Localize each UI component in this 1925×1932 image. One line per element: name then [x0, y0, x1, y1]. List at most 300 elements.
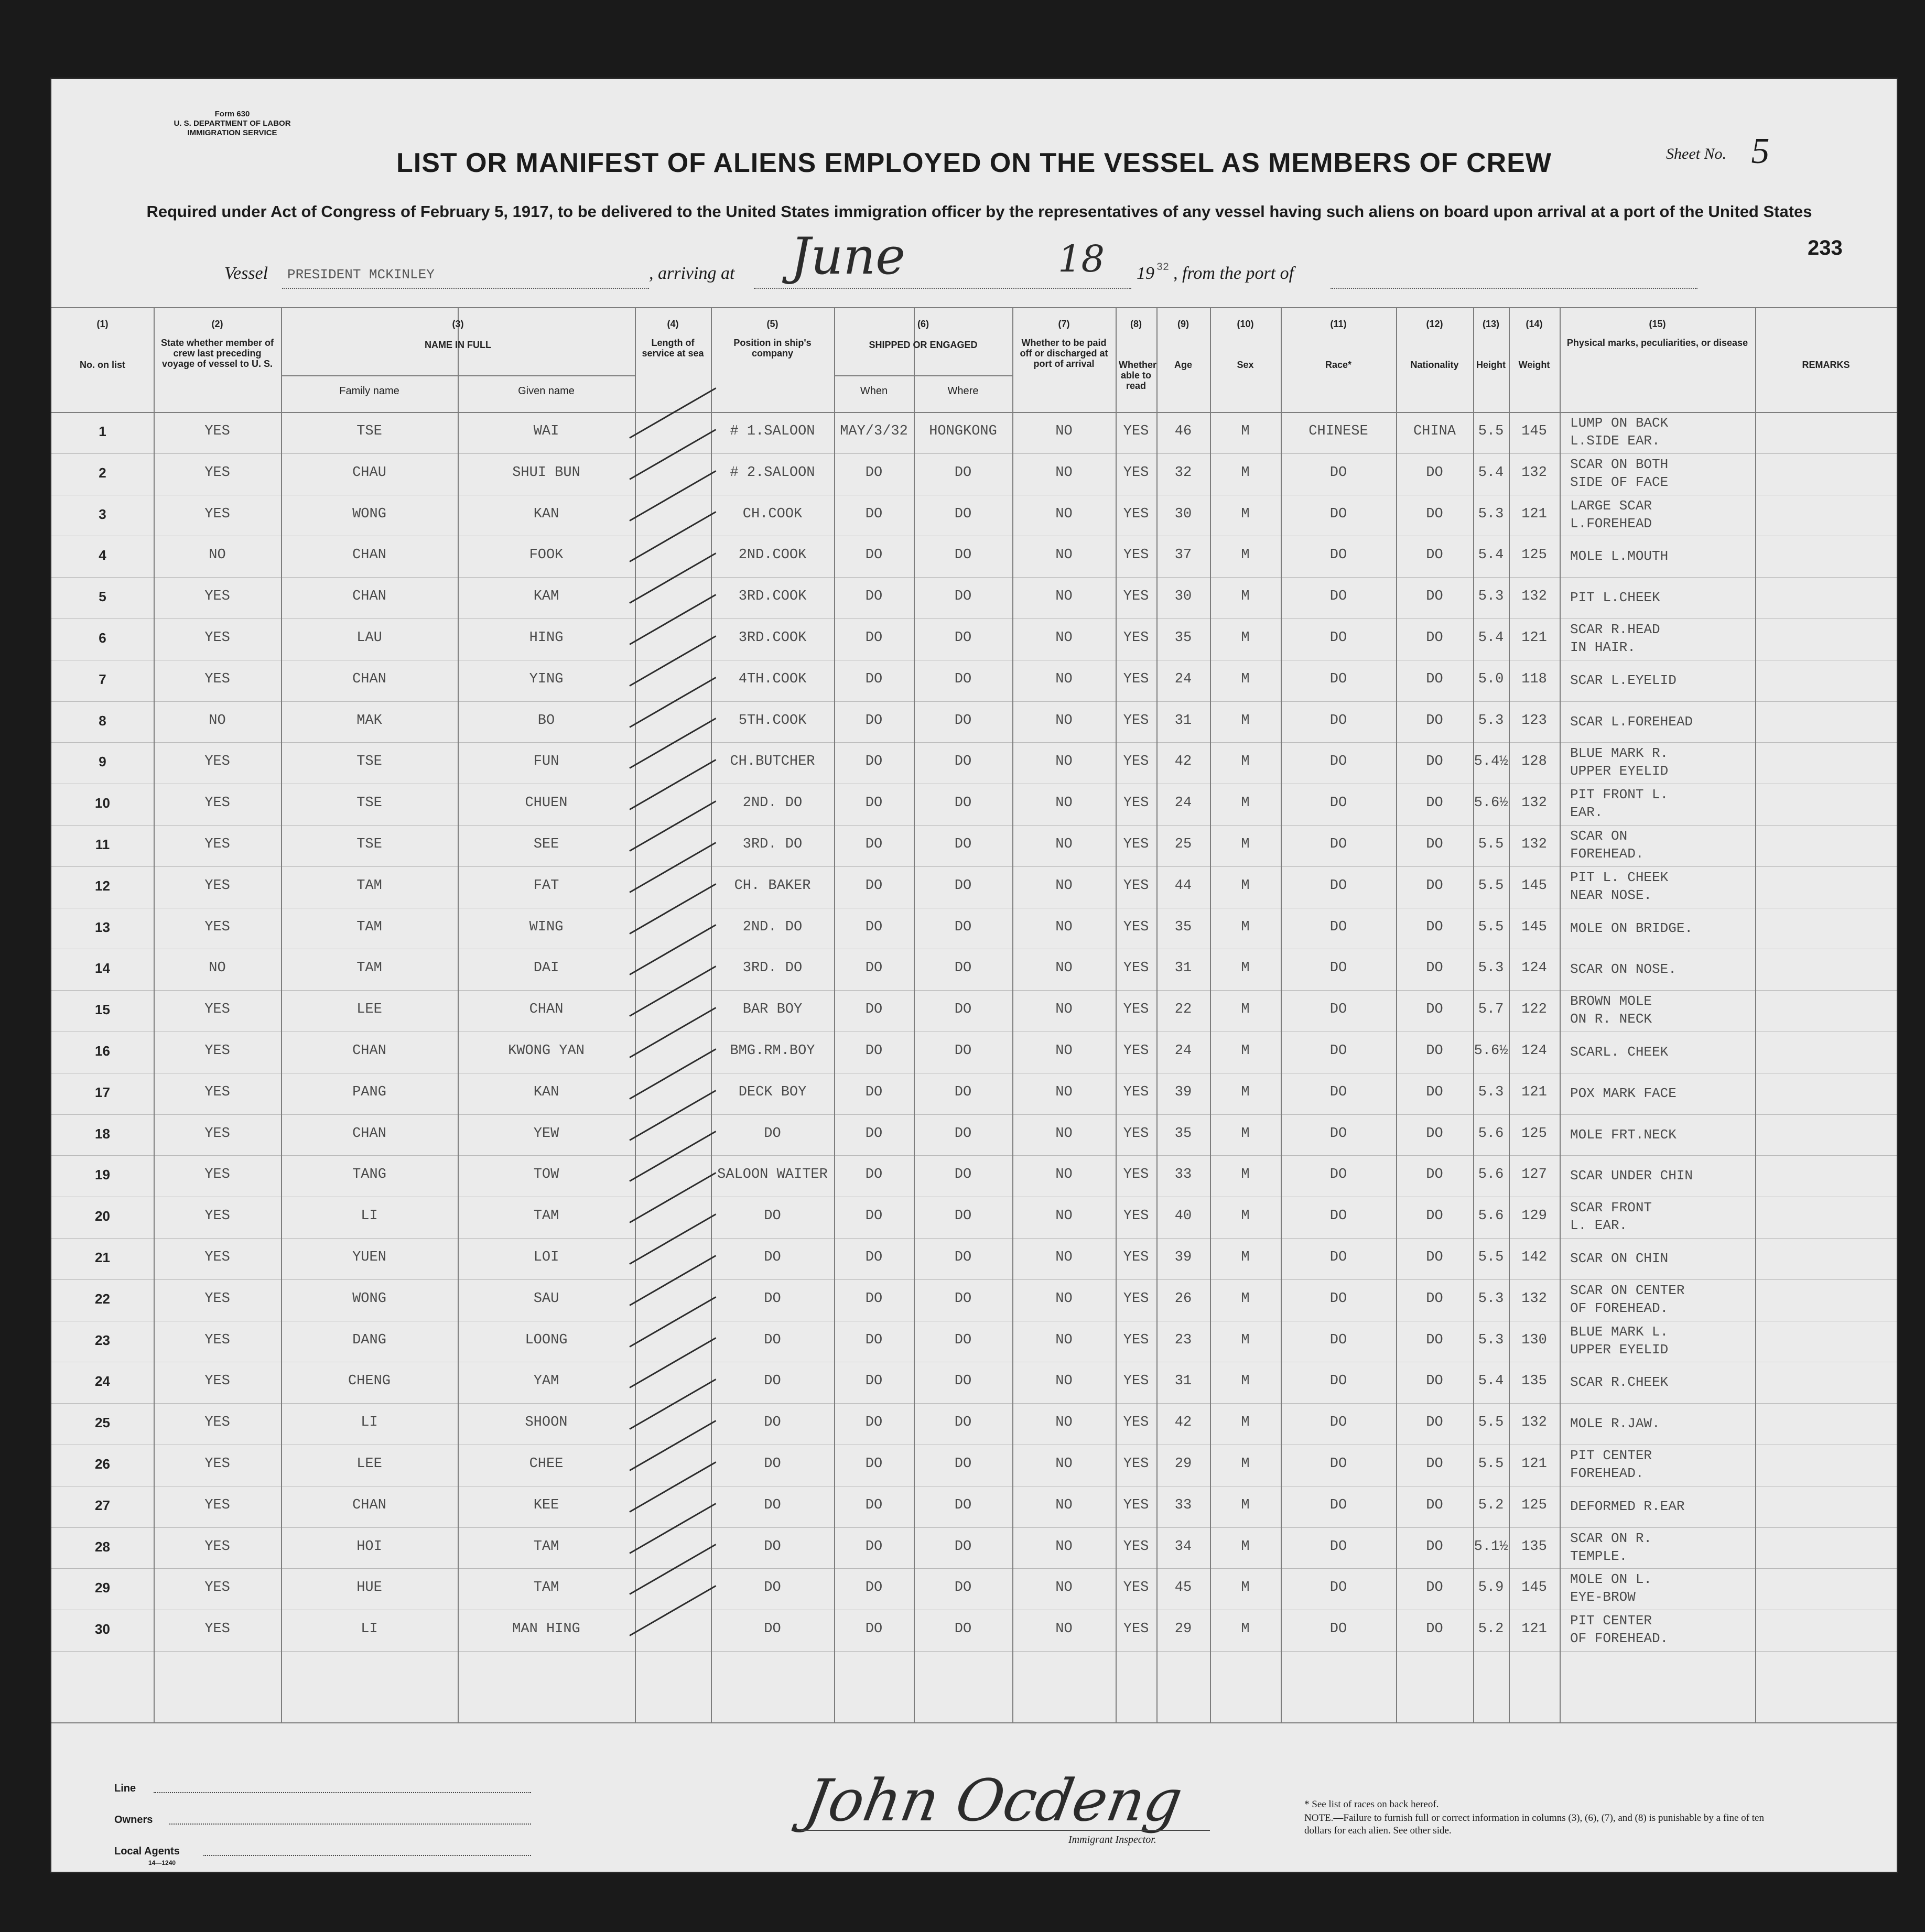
cell-position: 3RD.COOK — [738, 589, 807, 605]
cell-paid: NO — [1055, 877, 1073, 894]
cell-nat: DO — [1426, 1084, 1443, 1100]
cell-height: 5.6 — [1478, 1125, 1504, 1142]
cell-race: DO — [1329, 1580, 1347, 1596]
cell-no: 10 — [95, 795, 110, 811]
races-note: * See list of races on back hereof. — [1304, 1799, 1439, 1810]
cell-weight: 130 — [1521, 1332, 1547, 1348]
cell-prev: YES — [204, 1415, 230, 1431]
vessel-line — [224, 227, 1797, 295]
cell-family: TANG — [352, 1167, 386, 1183]
cell-when: DO — [865, 1290, 883, 1307]
column-header: Weight — [1518, 360, 1550, 370]
cell-given: KEE — [533, 1497, 559, 1513]
cell-position: DO — [764, 1373, 781, 1390]
cell-prev: YES — [204, 1043, 230, 1059]
cell-age: 31 — [1174, 712, 1192, 729]
cell-height: 5.3 — [1478, 1084, 1504, 1100]
column-number: (4) — [667, 319, 679, 329]
column-subheader: Family name — [339, 385, 399, 397]
column-number: (8) — [1130, 319, 1142, 329]
cell-given: MAN HING — [512, 1621, 580, 1637]
cell-prev: YES — [204, 1167, 230, 1183]
agents-code: 14—1240 — [148, 1859, 176, 1866]
cell-where: DO — [954, 1208, 972, 1224]
cell-family: MAK — [356, 712, 382, 729]
form-number: Form 630 — [214, 110, 250, 118]
cell-family: CHAN — [352, 1497, 386, 1513]
cell-sex: M — [1241, 1043, 1250, 1059]
cell-paid: NO — [1055, 1002, 1073, 1018]
cell-age: 24 — [1174, 1043, 1192, 1059]
cell-paid: NO — [1055, 1084, 1073, 1100]
cell-read: YES — [1123, 671, 1149, 687]
cell-nat: DO — [1426, 1580, 1443, 1596]
cell-height: 5.4 — [1478, 630, 1504, 646]
column-subheader: Given name — [518, 385, 575, 397]
cell-position: # 1.SALOON — [730, 424, 815, 439]
cell-height: 5.3 — [1478, 1332, 1504, 1348]
cell-age: 24 — [1174, 795, 1192, 811]
cell-read: YES — [1123, 919, 1149, 935]
column-number: (1) — [96, 319, 109, 329]
pen-stroke — [629, 594, 716, 645]
cell-where: DO — [954, 1125, 972, 1142]
cell-given: SHOON — [525, 1415, 568, 1431]
arrival-date-handwritten: June — [791, 227, 905, 286]
cell-family: WONG — [352, 1290, 386, 1307]
cell-sex: M — [1241, 1167, 1250, 1183]
cell-no: 12 — [95, 877, 110, 894]
cell-marks: PIT FRONT L. EAR. — [1570, 787, 1669, 821]
cell-when: DO — [865, 589, 883, 605]
cell-read: YES — [1123, 1167, 1149, 1183]
cell-read: YES — [1123, 1250, 1149, 1265]
cell-given: FAT — [533, 877, 559, 894]
cell-height: 5.5 — [1478, 424, 1504, 439]
cell-prev: YES — [204, 754, 230, 770]
cell-given: HING — [529, 630, 564, 646]
pen-stroke — [629, 800, 716, 852]
cell-when: DO — [865, 837, 883, 852]
cell-sex: M — [1241, 712, 1250, 729]
column-header: REMARKS — [1802, 360, 1850, 370]
cell-race: DO — [1329, 795, 1347, 811]
cell-paid: NO — [1055, 1621, 1073, 1637]
signature-line — [801, 1830, 1210, 1831]
owners-label: Owners — [114, 1814, 153, 1826]
cell-marks: POX MARK FACE — [1570, 1085, 1677, 1101]
pen-stroke — [629, 1007, 716, 1058]
cell-no: 11 — [95, 837, 110, 852]
cell-weight: 122 — [1521, 1002, 1547, 1018]
column-number: (7) — [1058, 319, 1070, 329]
cell-position: 4TH.COOK — [738, 671, 807, 687]
cell-age: 31 — [1174, 1373, 1192, 1390]
cell-weight: 135 — [1521, 1373, 1547, 1390]
cell-no: 17 — [95, 1084, 110, 1100]
cell-prev: NO — [209, 960, 226, 976]
cell-sex: M — [1241, 1250, 1250, 1265]
cell-given: YING — [529, 671, 564, 687]
cell-weight: 128 — [1521, 754, 1547, 770]
cell-paid: NO — [1055, 1208, 1073, 1224]
cell-position: DO — [764, 1538, 781, 1555]
column-header: Race* — [1325, 360, 1352, 370]
cell-sex: M — [1241, 1332, 1250, 1348]
cell-prev: YES — [204, 1538, 230, 1555]
cell-nat: DO — [1426, 877, 1443, 894]
table-top-rule — [51, 307, 1897, 308]
cell-prev: YES — [204, 671, 230, 687]
cell-prev: YES — [204, 1621, 230, 1637]
cell-marks: MOLE L.MOUTH — [1570, 548, 1669, 565]
cell-given: SEE — [533, 837, 559, 852]
column-header: Nationality — [1410, 360, 1459, 370]
cell-prev: YES — [204, 424, 230, 439]
cell-where: HONGKONG — [929, 424, 997, 439]
cell-sex: M — [1241, 1290, 1250, 1307]
cell-prev: YES — [204, 1332, 230, 1348]
cell-no: 20 — [95, 1208, 110, 1224]
cell-height: 5.4½ — [1474, 754, 1508, 770]
cell-where: DO — [954, 754, 972, 770]
cell-position: DO — [764, 1621, 781, 1637]
cell-weight: 132 — [1521, 795, 1547, 811]
pen-stroke — [629, 1090, 716, 1141]
cell-family: TSE — [356, 795, 382, 811]
cell-when: DO — [865, 1250, 883, 1265]
cell-when: DO — [865, 1580, 883, 1596]
cell-prev: YES — [204, 795, 230, 811]
cell-marks: BLUE MARK L. UPPER EYELID — [1570, 1323, 1669, 1358]
cell-prev: YES — [204, 1084, 230, 1100]
pen-stroke — [629, 429, 716, 480]
cell-read: YES — [1123, 1621, 1149, 1637]
cell-height: 5.0 — [1478, 671, 1504, 687]
cell-family: HOI — [356, 1538, 382, 1555]
pen-stroke — [629, 552, 716, 604]
cell-nat: DO — [1426, 1538, 1443, 1555]
cell-age: 45 — [1174, 1580, 1192, 1596]
cell-sex: M — [1241, 1125, 1250, 1142]
cell-weight: 123 — [1521, 712, 1547, 729]
cell-position: DO — [764, 1580, 781, 1596]
sheet-no-value: 5 — [1751, 131, 1770, 171]
cell-sex: M — [1241, 960, 1250, 976]
cell-marks: MOLE FRT.NECK — [1570, 1126, 1677, 1143]
column-header: SHIPPED OR ENGAGED — [869, 340, 978, 350]
cell-where: DO — [954, 506, 972, 522]
cell-marks: SCAR L.FOREHEAD — [1570, 713, 1693, 730]
cell-no: 4 — [99, 547, 106, 563]
cell-given: SHUI BUN — [512, 464, 580, 481]
cell-nat: DO — [1426, 1043, 1443, 1059]
column-header: Whether to be paid off or discharged at port of arrival — [1020, 338, 1108, 369]
cell-family: HUE — [356, 1580, 382, 1596]
cell-prev: NO — [209, 712, 226, 729]
cell-weight: 132 — [1521, 1290, 1547, 1307]
column-header: Height — [1476, 360, 1506, 370]
cell-race: DO — [1329, 919, 1347, 935]
cell-where: DO — [954, 1290, 972, 1307]
year-prefix: 19 — [1137, 264, 1154, 283]
cell-no: 9 — [99, 754, 106, 770]
cell-prev: NO — [209, 547, 226, 563]
cell-given: YEW — [533, 1125, 559, 1142]
cell-marks: SCAR R.HEAD IN HAIR. — [1570, 622, 1660, 655]
cell-family: CHAN — [352, 547, 386, 563]
cell-where: DO — [954, 1497, 972, 1513]
cell-height: 5.5 — [1478, 837, 1504, 852]
column-number: (6) — [917, 319, 929, 329]
cell-prev: YES — [204, 1290, 230, 1307]
column-number: (11) — [1330, 319, 1347, 329]
cell-age: 25 — [1174, 837, 1192, 852]
cell-race: DO — [1329, 630, 1347, 646]
cell-marks: LUMP ON BACK L.SIDE EAR. — [1570, 415, 1669, 449]
pen-stroke — [629, 1338, 716, 1389]
cell-given: KAN — [533, 1084, 559, 1100]
cell-read: YES — [1123, 547, 1149, 563]
cell-nat: DO — [1426, 547, 1443, 563]
cell-nat: DO — [1426, 754, 1443, 770]
cell-weight: 145 — [1521, 1580, 1547, 1596]
row-rule — [51, 453, 1897, 454]
column-header: Length of service at sea — [642, 338, 704, 359]
cell-nat: DO — [1426, 712, 1443, 729]
cell-given: DAI — [533, 960, 559, 976]
cell-height: 5.4 — [1478, 464, 1504, 481]
cell-race: DO — [1329, 1290, 1347, 1307]
cell-given: WING — [529, 919, 564, 935]
cell-when: DO — [865, 1043, 883, 1059]
cell-age: 30 — [1174, 506, 1192, 522]
cell-race: DO — [1329, 1538, 1347, 1555]
cell-read: YES — [1123, 1290, 1149, 1307]
cell-read: YES — [1123, 877, 1149, 894]
cell-where: DO — [954, 1002, 972, 1018]
cell-nat: DO — [1426, 1208, 1443, 1224]
cell-age: 26 — [1174, 1290, 1192, 1307]
cell-when: DO — [865, 1415, 883, 1431]
cell-height: 5.2 — [1478, 1621, 1504, 1637]
cell-read: YES — [1123, 1208, 1149, 1224]
cell-height: 5.3 — [1478, 506, 1504, 522]
cell-read: YES — [1123, 1332, 1149, 1348]
cell-no: 2 — [99, 464, 106, 481]
cell-height: 5.6 — [1478, 1208, 1504, 1224]
cell-marks: SCAR FRONT L. EAR. — [1570, 1200, 1652, 1234]
cell-race: DO — [1329, 589, 1347, 605]
cell-height: 5.3 — [1478, 589, 1504, 605]
cell-family: YUEN — [352, 1250, 386, 1265]
cell-given: LOONG — [525, 1332, 568, 1348]
cell-height: 5.3 — [1478, 712, 1504, 729]
cell-nat: DO — [1426, 1332, 1443, 1348]
cell-height: 5.5 — [1478, 1415, 1504, 1431]
column-header: Sex — [1237, 360, 1254, 370]
cell-when: DO — [865, 795, 883, 811]
cell-no: 15 — [95, 1002, 110, 1018]
arrival-day: 18 — [1058, 237, 1105, 280]
cell-given: KAN — [533, 506, 559, 522]
cell-weight: 145 — [1521, 877, 1547, 894]
header-bottom-rule — [51, 412, 1897, 413]
cell-when: DO — [865, 1373, 883, 1390]
cell-given: BO — [537, 712, 555, 729]
column-header: Age — [1174, 360, 1192, 370]
cell-where: DO — [954, 960, 972, 976]
cell-sex: M — [1241, 1084, 1250, 1100]
cell-height: 5.5 — [1478, 1456, 1504, 1472]
cell-no: 1 — [99, 424, 106, 439]
pen-stroke — [629, 1503, 716, 1554]
cell-age: 29 — [1174, 1621, 1192, 1637]
cell-read: YES — [1123, 1125, 1149, 1142]
cell-height: 5.5 — [1478, 877, 1504, 894]
cell-when: DO — [865, 1332, 883, 1348]
column-number: (14) — [1526, 319, 1543, 329]
pen-stroke — [629, 635, 716, 687]
row-rule — [51, 866, 1897, 867]
cell-position: DO — [764, 1290, 781, 1307]
vessel-name: PRESIDENT MCKINLEY — [287, 267, 435, 283]
cell-paid: NO — [1055, 1125, 1073, 1142]
cell-race: DO — [1329, 1373, 1347, 1390]
cell-sex: M — [1241, 919, 1250, 935]
year-suffix: 32 — [1156, 262, 1170, 274]
cell-when: DO — [865, 919, 883, 935]
cell-age: 30 — [1174, 589, 1192, 605]
cell-read: YES — [1123, 712, 1149, 729]
row-rule — [51, 990, 1897, 991]
cell-where: DO — [954, 464, 972, 481]
cell-given: TAM — [533, 1580, 559, 1596]
cell-race: DO — [1329, 1456, 1347, 1472]
cell-race: DO — [1329, 1250, 1347, 1265]
cell-when: DO — [865, 1002, 883, 1018]
cell-where: DO — [954, 1084, 972, 1100]
cell-position: DO — [764, 1415, 781, 1431]
cell-age: 24 — [1174, 671, 1192, 687]
cell-paid: NO — [1055, 1538, 1073, 1555]
cell-prev: YES — [204, 630, 230, 646]
cell-age: 34 — [1174, 1538, 1192, 1555]
cell-paid: NO — [1055, 754, 1073, 770]
cell-marks: SCAR L.EYELID — [1570, 672, 1677, 688]
cell-when: MAY/3/32 — [840, 424, 908, 439]
cell-when: DO — [865, 464, 883, 481]
cell-no: 22 — [95, 1290, 110, 1307]
cell-no: 3 — [99, 506, 106, 522]
column-number: (12) — [1426, 319, 1443, 329]
cell-prev: YES — [204, 1456, 230, 1472]
cell-read: YES — [1123, 960, 1149, 976]
cell-position: DECK BOY — [738, 1084, 807, 1100]
pen-stroke — [629, 883, 716, 935]
cell-sex: M — [1241, 1415, 1250, 1431]
cell-family: CHENG — [348, 1373, 391, 1390]
cell-when: DO — [865, 547, 883, 563]
cell-family: CHAN — [352, 671, 386, 687]
department-name: U. S. DEPARTMENT OF LABOR — [174, 119, 291, 128]
cell-nat: DO — [1426, 919, 1443, 935]
cell-weight: 132 — [1521, 1415, 1547, 1431]
cell-height: 5.3 — [1478, 960, 1504, 976]
row-rule — [51, 701, 1897, 702]
cell-sex: M — [1241, 1580, 1250, 1596]
cell-age: 29 — [1174, 1456, 1192, 1472]
local-agents-label: Local Agents — [114, 1846, 180, 1857]
signature-caption: Immigrant Inspector. — [1068, 1834, 1156, 1846]
cell-where: DO — [954, 1538, 972, 1555]
pen-stroke — [629, 842, 716, 893]
cell-read: YES — [1123, 1084, 1149, 1100]
pen-stroke — [629, 1296, 716, 1348]
cell-sex: M — [1241, 1373, 1250, 1390]
cell-race: DO — [1329, 464, 1347, 481]
cell-marks: MOLE ON BRIDGE. — [1570, 920, 1693, 936]
cell-where: DO — [954, 1456, 972, 1472]
cell-where: DO — [954, 1250, 972, 1265]
column-subheader: Where — [947, 385, 979, 397]
cell-paid: NO — [1055, 919, 1073, 935]
cell-read: YES — [1123, 424, 1149, 439]
cell-position: 3RD. DO — [742, 837, 803, 852]
cell-weight: 145 — [1521, 424, 1547, 439]
cell-weight: 132 — [1521, 589, 1547, 605]
cell-read: YES — [1123, 1415, 1149, 1431]
cell-paid: NO — [1055, 671, 1073, 687]
cell-read: YES — [1123, 1373, 1149, 1390]
cell-when: DO — [865, 1621, 883, 1637]
subheader-rule — [834, 375, 1012, 376]
cell-family: CHAN — [352, 589, 386, 605]
cell-paid: NO — [1055, 1415, 1073, 1431]
cell-family: WONG — [352, 506, 386, 522]
cell-no: 25 — [95, 1415, 110, 1431]
cell-position: DO — [764, 1456, 781, 1472]
cell-when: DO — [865, 712, 883, 729]
cell-height: 5.4 — [1478, 1373, 1504, 1390]
column-header: Physical marks, peculiarities, or disease — [1566, 338, 1748, 348]
cell-family: PANG — [352, 1084, 386, 1100]
cell-no: 16 — [95, 1043, 110, 1059]
cell-paid: NO — [1055, 1456, 1073, 1472]
cell-no: 23 — [95, 1332, 110, 1348]
cell-marks: SCAR ON NOSE. — [1570, 961, 1677, 978]
cell-prev: YES — [204, 1002, 230, 1018]
column-number: (15) — [1649, 319, 1666, 329]
cell-read: YES — [1123, 1456, 1149, 1472]
cell-no: 24 — [95, 1373, 110, 1390]
cell-where: DO — [954, 1167, 972, 1183]
cell-marks: SCAR ON CENTER OF FOREHEAD. — [1570, 1282, 1685, 1316]
cell-nat: DO — [1426, 1456, 1443, 1472]
pen-stroke — [629, 1461, 716, 1513]
row-rule — [51, 825, 1897, 826]
cell-height: 5.9 — [1478, 1580, 1504, 1596]
cell-weight: 118 — [1521, 671, 1547, 687]
cell-age: 42 — [1174, 1415, 1192, 1431]
cell-weight: 127 — [1521, 1167, 1547, 1183]
cell-no: 30 — [95, 1621, 110, 1637]
cell-position: SALOON WAITER — [717, 1167, 828, 1183]
cell-age: 33 — [1174, 1497, 1192, 1513]
cell-height: 5.6½ — [1474, 1043, 1508, 1059]
cell-age: 35 — [1174, 630, 1192, 646]
cell-height: 5.1½ — [1474, 1538, 1508, 1555]
